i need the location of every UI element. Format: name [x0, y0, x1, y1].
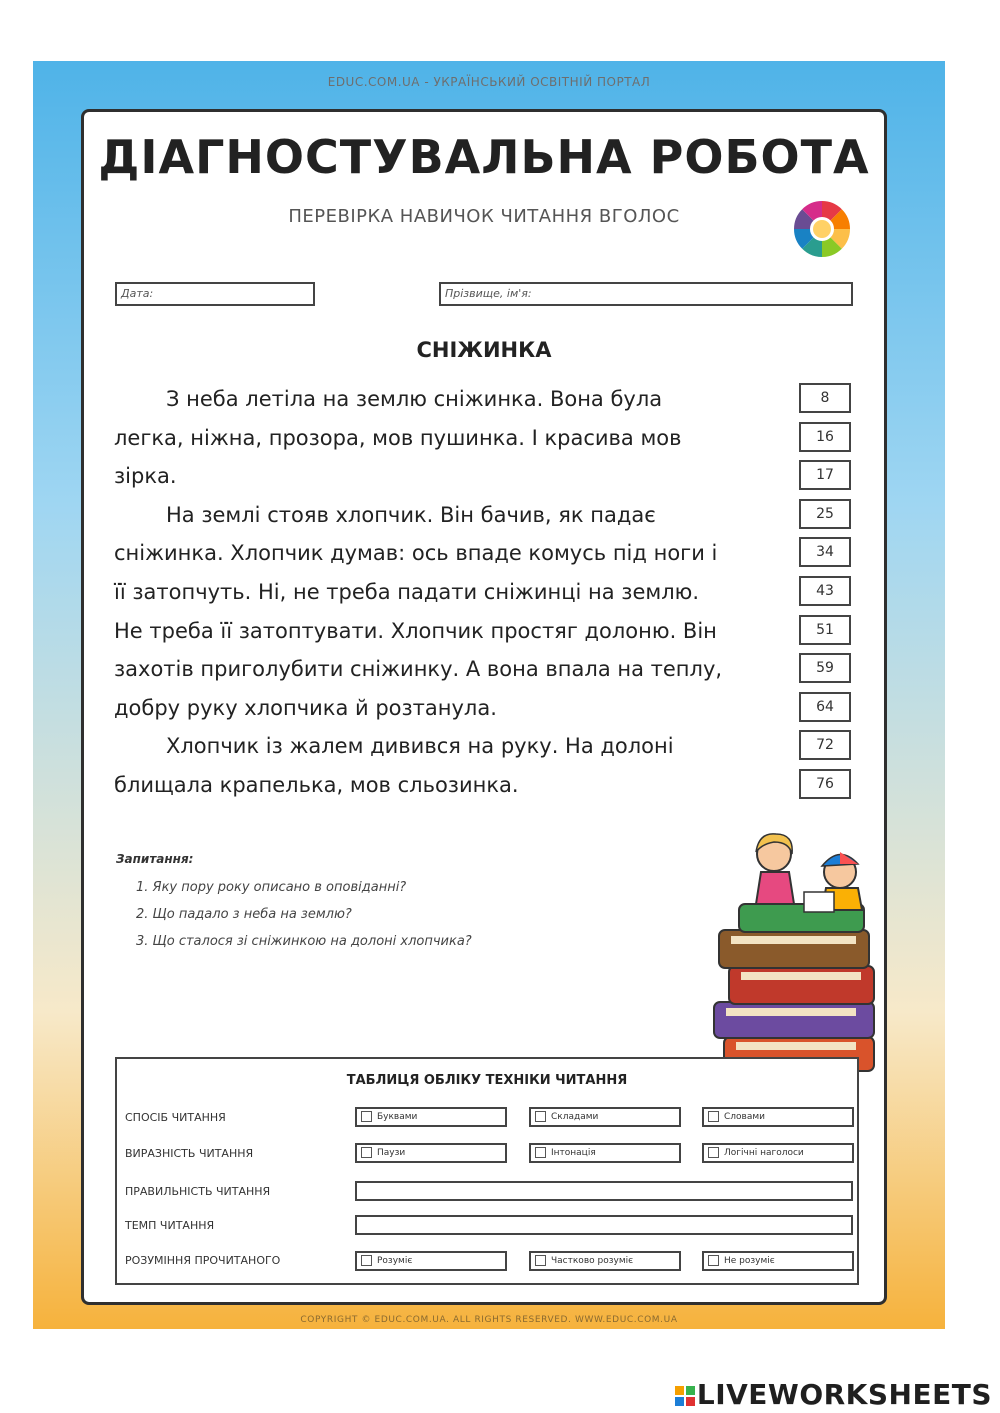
page-subtitle: ПЕРЕВІРКА НАВИЧОК ЧИТАННЯ ВГОЛОС — [288, 206, 680, 227]
reading-record-table — [115, 1057, 859, 1285]
word-count-box: 8 — [799, 383, 851, 413]
option-does-not-understand[interactable] — [702, 1251, 854, 1271]
date-field[interactable] — [115, 282, 315, 306]
option-label: Логічні наголоси — [724, 1148, 804, 1158]
liveworksheets-logo-icon — [675, 1386, 695, 1406]
story-line: легка, ніжна, прозора, мов пушинка. І красива мов — [114, 425, 682, 450]
word-count-box: 25 — [799, 499, 851, 529]
accuracy-input[interactable] — [355, 1181, 853, 1201]
checkbox-icon[interactable] — [535, 1147, 546, 1158]
worksheet-card — [81, 109, 887, 1305]
word-count-box: 34 — [799, 537, 851, 567]
date-label: Дата: — [121, 287, 154, 300]
word-count-box: 16 — [799, 422, 851, 452]
option-label: Паузи — [377, 1148, 406, 1158]
checkbox-icon[interactable] — [708, 1255, 719, 1266]
option-label: Буквами — [377, 1112, 418, 1122]
questions-list — [136, 874, 472, 955]
story-line: Хлопчик із жалем дивився на руку. На долоні — [166, 734, 674, 759]
option-label: Частково розуміє — [551, 1256, 634, 1266]
option-pauses[interactable] — [355, 1143, 507, 1163]
story-line: захотів приголубити сніжинку. А вона впала на теплу, — [114, 657, 723, 682]
question-item: 3. Що сталося зі сніжинкою на долоні хлопчика? — [136, 934, 472, 949]
story-line: Не треба її затоптувати. Хлопчик простяг долоню. Він — [114, 618, 717, 643]
question-item: 2. Що падало з неба на землю? — [136, 907, 352, 922]
row-label-expressiveness: ВИРАЗНІСТЬ ЧИТАННЯ — [125, 1147, 254, 1160]
copyright-text: COPYRIGHT © EDUC.COM.UA. ALL RIGHTS RESERVED. WWW.EDUC.COM.UA — [300, 1315, 678, 1325]
option-label: Не розуміє — [724, 1256, 775, 1266]
story-line: її затопчуть. Ні, не треба падати сніжинці на землю. — [114, 579, 699, 604]
word-count-box: 43 — [799, 576, 851, 606]
checkbox-icon[interactable] — [535, 1255, 546, 1266]
tempo-input[interactable] — [355, 1215, 853, 1235]
word-count-box: 17 — [799, 460, 851, 490]
option-label: Розуміє — [377, 1256, 413, 1266]
option-words[interactable] — [702, 1107, 854, 1127]
checkbox-icon[interactable] — [361, 1255, 372, 1266]
option-label: Складами — [551, 1112, 599, 1122]
table-title: ТАБЛИЦЯ ОБЛІКУ ТЕХНІКИ ЧИТАННЯ — [346, 1073, 628, 1088]
questions-heading: Запитання: — [116, 852, 194, 866]
liveworksheets-brand[interactable] — [675, 1378, 992, 1411]
option-intonation[interactable] — [529, 1143, 681, 1163]
brand-label: LIVEWORKSHEETS — [696, 1378, 992, 1411]
word-count-column — [799, 383, 851, 808]
story-line: На землі стояв хлопчик. Він бачив, як падає — [166, 502, 656, 527]
color-wheel-logo-icon — [792, 199, 852, 259]
checkbox-icon[interactable] — [708, 1111, 719, 1122]
story-line: З неба летіла на землю сніжинка. Вона була — [166, 387, 663, 411]
option-partially-understands[interactable] — [529, 1251, 681, 1271]
checkbox-icon[interactable] — [535, 1111, 546, 1122]
story-line: блищала крапелька, мов сльозинка. — [114, 772, 519, 797]
option-label: Інтонація — [551, 1148, 596, 1158]
word-count-box: 72 — [799, 730, 851, 760]
page-title: ДІАГНОСТУВАЛЬНА РОБОТА — [98, 130, 870, 184]
row-label-accuracy: ПРАВИЛЬНІСТЬ ЧИТАННЯ — [125, 1185, 271, 1198]
story-line: добру руку хлопчика й розтанула. — [114, 695, 497, 720]
story-text — [114, 380, 794, 805]
word-count-box: 76 — [799, 769, 851, 799]
word-count-box: 64 — [799, 692, 851, 722]
children-on-books-illustration — [644, 792, 884, 1092]
name-label: Прізвище, ім'я: — [445, 287, 532, 300]
worksheet-page — [33, 61, 945, 1329]
row-label-tempo: ТЕМП ЧИТАННЯ — [125, 1219, 215, 1232]
option-logical-stress[interactable] — [702, 1143, 854, 1163]
option-label: Словами — [724, 1112, 766, 1122]
word-count-box: 59 — [799, 653, 851, 683]
row-label-reading-method: СПОСІБ ЧИТАННЯ — [125, 1111, 226, 1124]
option-letters[interactable] — [355, 1107, 507, 1127]
story-title: СНІЖИНКА — [416, 338, 552, 362]
checkbox-icon[interactable] — [708, 1147, 719, 1158]
option-understands[interactable] — [355, 1251, 507, 1271]
portal-header: EDUC.COM.UA - УКРАЇНСЬКИЙ ОСВІТНІЙ ПОРТАЛ — [327, 75, 651, 89]
word-count-box: 51 — [799, 615, 851, 645]
option-syllables[interactable] — [529, 1107, 681, 1127]
checkbox-icon[interactable] — [361, 1111, 372, 1122]
name-field[interactable] — [439, 282, 853, 306]
story-line: сніжинка. Хлопчик думав: ось впаде комусь під ноги і — [114, 541, 718, 566]
checkbox-icon[interactable] — [361, 1147, 372, 1158]
story-line: зірка. — [114, 464, 177, 489]
question-item: 1. Яку пору року описано в оповіданні? — [136, 880, 407, 895]
row-label-comprehension: РОЗУМІННЯ ПРОЧИТАНОГО — [125, 1254, 281, 1267]
